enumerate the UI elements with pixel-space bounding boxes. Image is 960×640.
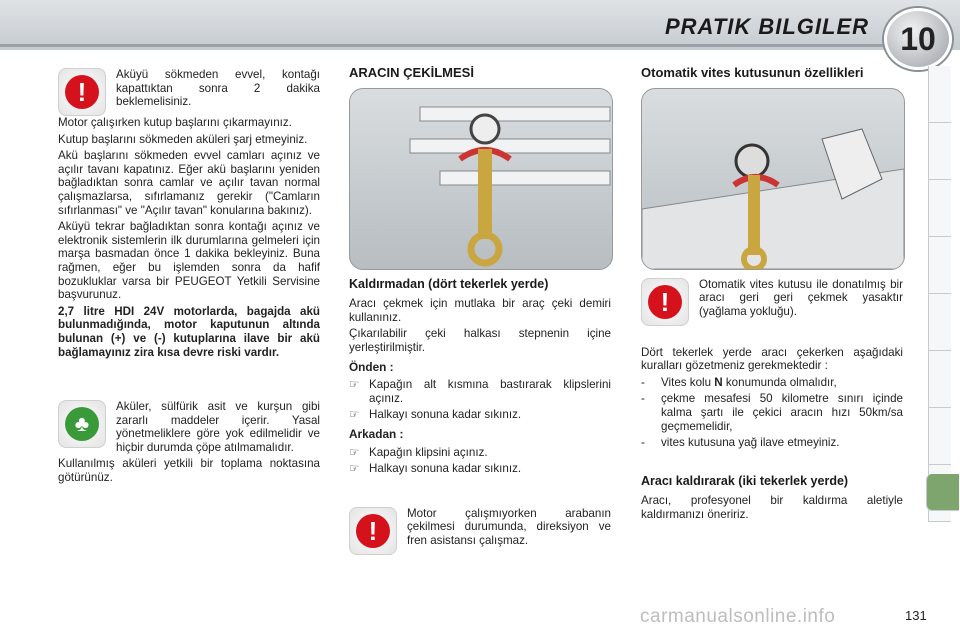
warning-text: Otomatik vites kutusu ile donatılmış bir aracı geri geri çekmek yasaktır (yağlama yokluğu). [699,277,903,318]
warning-icon: ! [349,507,397,555]
environment-text: Aküler, sülfürik asit ve kurşun gibi zararlı maddeler içerir. Yasal yönetmeliklere göre yok edilmelidir ve hiçbir durumda çöpe atılmamalıdır. [116,400,320,454]
chapter-tab[interactable] [928,237,951,294]
paragraph: Akü başlarını sökmeden evvel camları açınız ve açılır tavanı kapatınız. Eğer akü başlarını yeniden bağladıktan sonra camlar ve açılır tavan normal çalışmazlarsa, sıfırlamanız gerekir ("Camların sıfırlanması" ve "Açılır tavan" konularına bakınız). [58,149,320,217]
page-number: 131 [905,608,927,623]
paragraph: Aracı çekmek için mutlaka bir araç çeki demiri kullanınız. [349,297,611,324]
paragraph: Dört tekerlek yerde aracı çekerken aşağıdaki kuralları gözetmeniz gerekmektedir : [641,345,903,373]
list-item: - çekme mesafesi 50 kilometre sınırı içinde kalma şartı ile çekici aracın hızı 50km/sa geçmemelidir, [641,392,903,433]
section-title: PRATIK BILGILER [665,14,870,39]
environment-box [58,400,320,457]
chapter-tab[interactable] [928,123,951,180]
towing-eye-illustration [350,89,612,269]
column-towing [349,66,611,555]
column-battery [58,68,320,488]
paragraph: Motor çalışırken kutup başlarını çıkarmayınız. [58,116,292,129]
paragraph: Aküyü tekrar bağladıktan sonra kontağı açınız ve elektronik sistemlerin ilk durumlarına gelmeleri için marşa basmadan önce 1 dakika bekleyiniz. Buna rağmen, eğer bu işlemden sonra da hafif bozukluklar varsa bir PEUGEOT Yetkili Servisine başvurunuz. [58,220,320,302]
chapter-tab[interactable] [928,408,951,465]
watermark: carmanualsonline.info [640,606,836,627]
towing-eye-photo [349,88,613,270]
rear-towing-illustration [642,89,904,269]
list-item: ☞ Halkayı sonuna kadar sıkınız. [349,462,522,476]
rear-heading: Arkadan : [349,426,404,441]
paragraph: Kullanılmış aküleri yetkili bir toplama noktasına götürünüz. [58,457,320,485]
pointer-icon: ☞ [349,462,360,476]
paragraph: Çıkarılabilir çeki halkası stepnenin içine yerleştirilmiştir. [349,327,611,354]
list-item: ☞ Kapağın alt kısmına bastırarak klipslerini açınız. [349,378,611,405]
list-item: ☞ Kapağın klipsini açınız. [349,445,488,459]
chapter-tab-active[interactable] [926,474,959,511]
list-item: - vites kutusuna yağ ilave etmeyiniz. [641,436,840,450]
header-strip [0,44,900,47]
list-item: ☞ Halkayı sonuna kadar sıkınız. [349,408,522,422]
list-item: - Vites kolu N konumunda olmalıdır, [641,375,837,389]
bold-warning-paragraph: 2,7 litre HDI 24V motorlarda, bagajda akü bulunmadığında, motor kaputunun altında bulunan (+) ve (-) kutuplarına ilave bir akü bağlamayınız zira kısa devre riski vardır. [58,304,320,359]
chapter-number: 10 [900,21,936,57]
warning-icon: ! [641,278,689,326]
column-automatic [641,66,903,525]
paragraph: Kutup başlarını sökmeden aküleri şarj etmeyiniz. [58,132,308,146]
pointer-icon: ☞ [349,408,360,422]
rear-towing-photo [641,88,905,270]
warning-text: Motor çalışmıyorken arabanın çekilmesi durumunda, direksiyon ve fren asistansı çalışmaz. [407,506,611,547]
front-heading: Önden : [349,359,394,374]
chapter-badge [884,8,952,70]
environment-tree-icon: ♣ [58,400,106,448]
warning-box [641,278,903,326]
pointer-icon: ☞ [349,378,360,392]
warning-icon: ! [58,68,106,116]
subheading-four-wheels: Kaldırmadan (dört tekerlek yerde) [349,276,549,291]
towing-heading: ARACIN ÇEKİLMESİ [349,65,474,80]
paragraph: Aracı, profesyonel bir kaldırma aletiyle kaldırmanızı öneririz. [641,494,903,521]
chapter-tab[interactable] [928,180,951,237]
pointer-icon: ☞ [349,445,360,459]
warning-box [58,68,320,116]
chapter-tab[interactable] [928,351,951,408]
warning-box [349,507,611,555]
warning-text: Aküyü sökmeden evvel, kontağı kapattıktan sonra 2 dakika beklemelisiniz. [116,68,320,109]
chapter-tab[interactable] [928,294,951,351]
chapter-tabs [928,66,952,566]
subheading-two-wheels: Aracı kaldırarak (iki tekerlek yerde) [641,473,849,488]
chapter-tab[interactable] [928,66,951,123]
automatic-heading: Otomatik vites kutusunun özellikleri [641,65,864,80]
